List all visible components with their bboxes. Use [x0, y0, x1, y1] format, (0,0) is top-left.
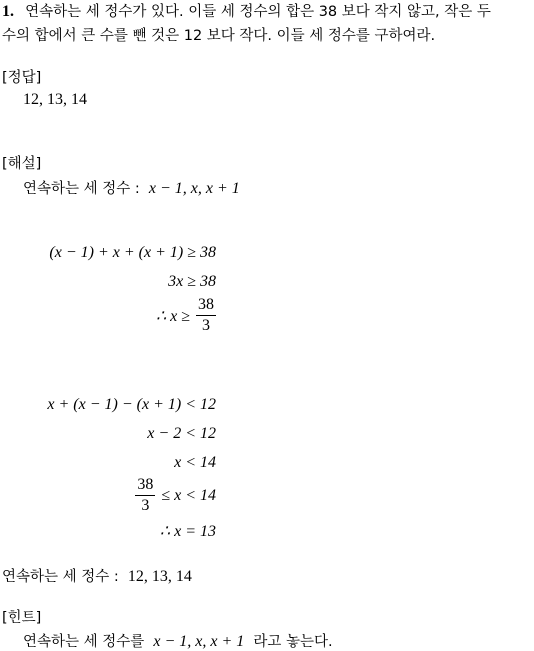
equation-2-4 [135, 477, 216, 514]
equation-1-3 [156, 297, 216, 334]
problem-text-line-2: 수의 합에서 큰 수를 뺀 것은 12 보다 작다. 이들 세 정수를 구하여라. [2, 28, 436, 44]
explanation-intro [23, 177, 240, 198]
answer-value: 12, 13, 14 [23, 91, 87, 108]
equation-2-5: ∴ x = 13 [159, 523, 216, 540]
equation-2-4-rhs: ≤ x < 14 [161, 486, 216, 504]
fraction-38-over-3-a [196, 297, 216, 334]
conclusion-value: 12, 13, 14 [127, 568, 192, 585]
fraction-denominator: 3 [141, 497, 150, 514]
fraction-numerator: 38 [135, 477, 155, 496]
problem-text-line-1: 연속하는 세 정수가 있다. 이들 세 정수의 합은 38 보다 작지 않고, 작은 두 [25, 4, 491, 20]
problem-line-1 [2, 0, 491, 21]
explanation-label: [해설] [2, 156, 42, 172]
answer-label: [정답] [2, 70, 42, 86]
conclusion-line [2, 565, 192, 586]
hint-text-after: 라고 놓는다. [253, 634, 333, 650]
equation-1-3-lhs: ∴ x ≥ [155, 307, 190, 325]
equation-1-1: (x − 1) + x + (x + 1) ≥ 38 [49, 244, 216, 261]
equation-2-3: x < 14 [174, 454, 216, 471]
explanation-intro-text: 연속하는 세 정수 : [23, 181, 140, 197]
hint-text-before: 연속하는 세 정수를 [23, 634, 145, 650]
fraction-38-over-3-b [135, 477, 155, 514]
hint-math: x − 1, x, x + 1 [153, 633, 245, 650]
problem-number: 1. [2, 3, 14, 20]
equation-2-1: x + (x − 1) − (x + 1) < 12 [47, 396, 216, 413]
fraction-denominator: 3 [202, 317, 210, 334]
conclusion-text: 연속하는 세 정수 : [2, 569, 119, 585]
hint-label: [힌트] [2, 610, 42, 626]
explanation-intro-math: x − 1, x, x + 1 [148, 180, 240, 197]
fraction-numerator: 38 [196, 297, 216, 316]
equation-1-2: 3x ≥ 38 [168, 273, 216, 290]
equation-2-2: x − 2 < 12 [147, 425, 216, 442]
